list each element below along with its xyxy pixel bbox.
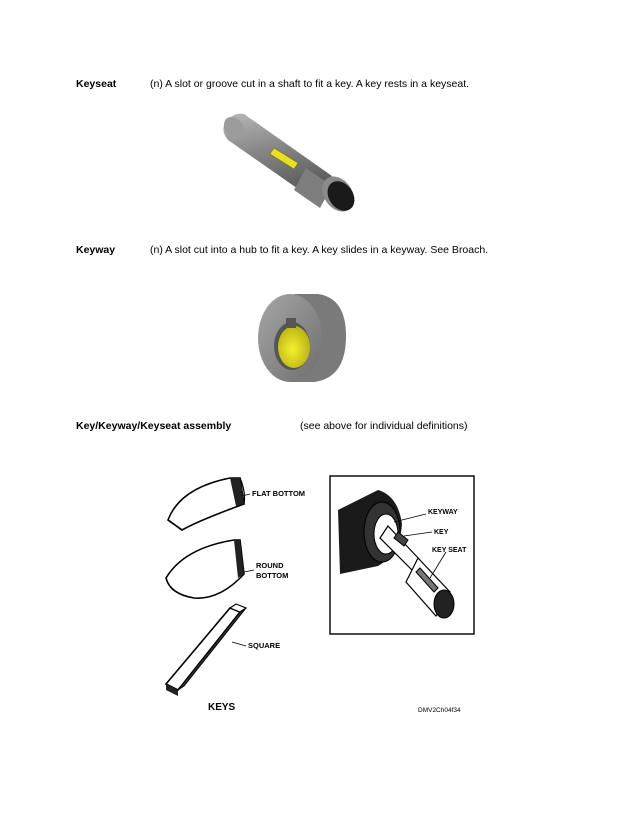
label-bottom: BOTTOM [256,571,289,580]
label-key-seat: KEY SEAT [432,547,467,554]
keys-diagram [160,470,320,718]
label-round: ROUND [256,561,284,570]
shaft-keyseat-image [214,108,364,220]
term-keyway: Keyway [76,244,116,256]
assembly-diagram [328,474,478,718]
definition-assembly: (see above for individual definitions) [300,420,468,432]
round-bottom-key [166,540,244,598]
label-square: SQUARE [248,641,281,650]
definition-keyway: (n) A slot cut into a hub to fit a key. A key slides in a keyway. See Broach. [150,244,489,256]
figure-code: DMV2Ch04f34 [418,707,461,714]
hub-keyway-image [254,290,350,386]
flat-bottom-key [168,478,245,530]
term-assembly: Key/Keyway/Keyseat assembly [76,420,232,432]
definition-keyseat: (n) A slot or groove cut in a shaft to fit a key. A key rests in a keyseat. [150,78,470,90]
label-key: KEY [434,529,449,536]
term-keyseat: Keyseat [76,78,117,90]
label-flat-bottom: FLAT BOTTOM [252,489,306,498]
label-keys: KEYS [208,702,236,713]
square-key [166,604,246,696]
label-keyway: KEYWAY [428,509,458,516]
